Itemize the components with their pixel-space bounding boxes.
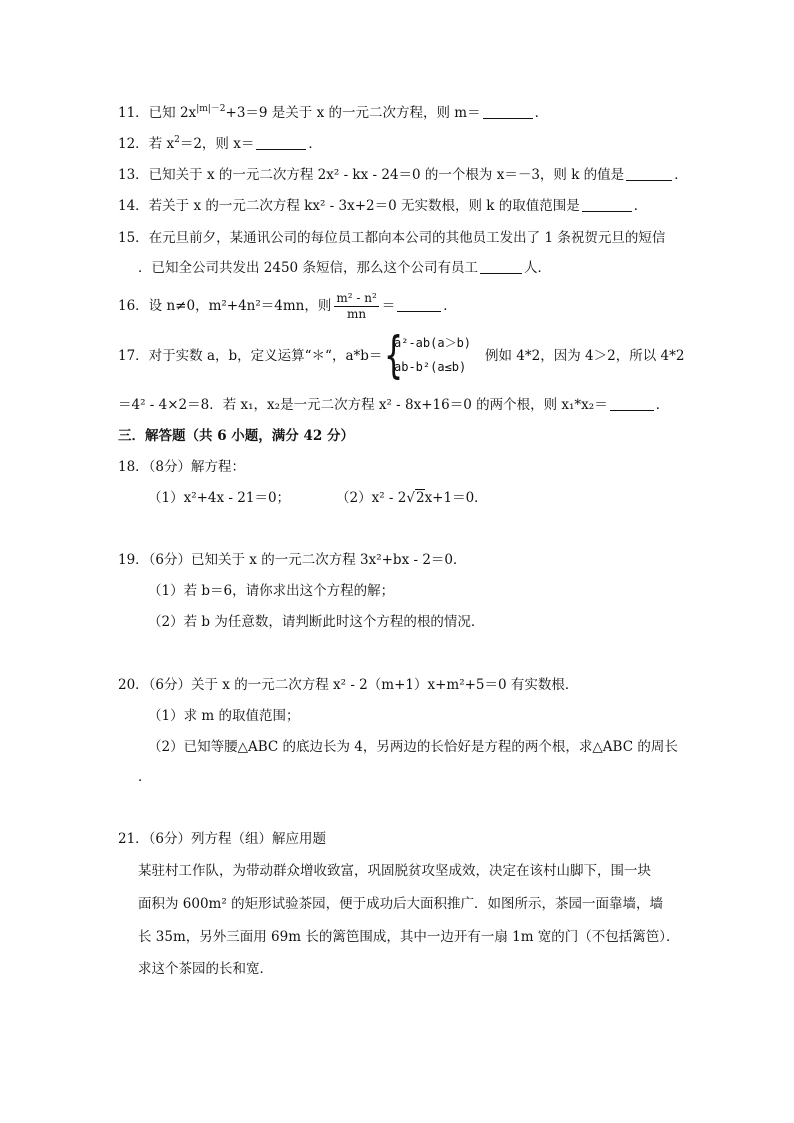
piecewise-definition: { a²-ab(a＞b) ab-b²(a≤b): [384, 326, 472, 384]
question-13: 13．已知关于 x 的一元二次方程 2x² - kx - 24＝0 的一个根为 x＝－3，则 k 的值是 ．: [118, 167, 688, 183]
question-12: 12．若 $x^2=2$，则 x＝ ．: [118, 135, 322, 152]
question-21-head: 21．（6分）列方程（组）解应用题: [118, 831, 327, 847]
question-15-line1: 15．在元旦前夕，某通讯公司的每位员工都向本公司的其他员工发出了 1 条祝贺元旦的短信: [118, 230, 666, 246]
sqrt-sign: √: [406, 490, 415, 506]
answer-blank: [626, 166, 672, 181]
question-16: 16．设 n≠0，m²+4n²＝4mn，则 $\frac{\text{m² - n²}}{mn}$ ＝ ．: [118, 291, 457, 321]
brace: {: [384, 326, 404, 384]
question-20-part2: （2）已知等腰△ABC 的底边长为 4，另两边的长恰好是方程的两个根，求△ABC 的周长: [148, 739, 678, 755]
question-19-head: 19．（6分）已知关于 x 的一元二次方程 3x²+bx - 2＝0．: [118, 552, 467, 568]
question-14: 14．若关于 x 的一元二次方程 kx² - 3x+2＝0 无实数根，则 k 的取值范围是 ．: [118, 198, 648, 214]
answer-blank: [582, 197, 632, 212]
section-heading: 三．解答题（共 6 小题，满分 42 分）: [118, 428, 354, 444]
question-18-head: 18．（8分）解方程：: [118, 459, 246, 475]
question-11: 11．已知 $2x^{|m|-2}+3=9$ 是关于 x 的一元二次方程，则 m＝ ．: [118, 104, 549, 121]
question-21-line4: 求这个茶园的长和宽．: [138, 961, 273, 977]
question-20-head: 20．（6分）关于 x 的一元二次方程 x² - 2（m+1）x+m²+5＝0 有实数根．: [118, 677, 579, 693]
answer-blank: [610, 396, 654, 411]
question-21-line2: 面积为 600m² 的矩形试验茶园，便于成功后大面积推广．如图所示，茶园一面靠墙，墙: [138, 896, 664, 912]
answer-blank: [256, 135, 306, 150]
answer-blank: [483, 104, 533, 119]
question-20-part2-end: ．: [138, 769, 152, 785]
question-17-example: 例如 4*2，因为 4＞2，所以 4*2: [485, 348, 685, 364]
question-19-part2: （2）若 b 为任意数，请判断此时这个方程的根的情况．: [148, 614, 485, 630]
question-18-part1: （1）x²+4x - 21＝0；: [148, 490, 291, 506]
question-21-line1: 某驻村工作队，为带动群众增收致富，巩固脱贫攻坚成效，决定在该村山脚下，围一块: [138, 863, 651, 879]
question-15-line2: ．已知全公司共发出 2450 条短信，那么这个公司有员工 人．: [138, 260, 551, 276]
question-17-line1: 17．对于实数 a，b，定义运算“＊“，a*b＝: [118, 348, 383, 364]
question-19-part1: （1）若 b＝6，请你求出这个方程的解；: [148, 583, 395, 599]
answer-blank: [397, 297, 441, 312]
question-20-part1: （1）求 m 的取值范围；: [148, 708, 300, 724]
answer-blank: [480, 259, 522, 274]
question-18-part2: （2）x² - 2√2x+1＝0．: [336, 490, 488, 506]
question-21-line3: 长 35m，另外三面用 69m 长的篱笆围成，其中一边开有一扇 1m 宽的门（不包括篱笆）．: [138, 929, 680, 945]
fraction: $\frac{\text{m² - n²}}{mn}$: [336, 291, 377, 321]
question-17-line2: ＝4² - 4×2＝8．若 x₁，x₂是一元二次方程 x² - 8x+16＝0 的两个根，则 x₁*x₂＝ ．: [118, 397, 670, 413]
